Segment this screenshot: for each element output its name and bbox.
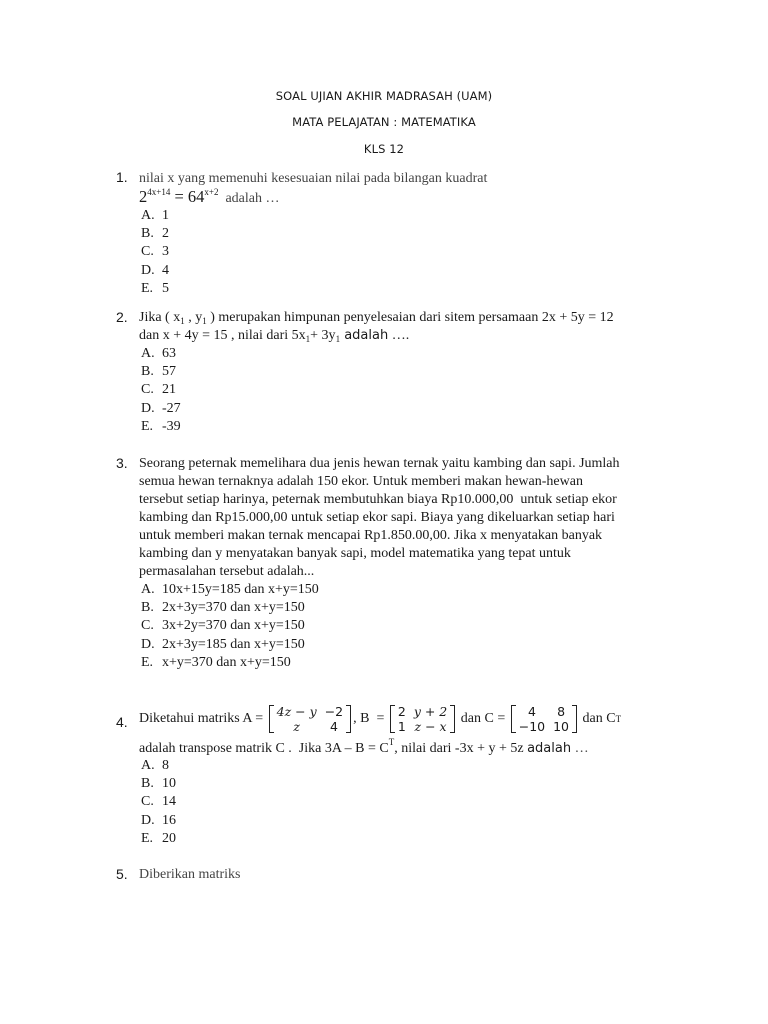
option: D. 16: [141, 812, 176, 828]
exam-title: SOAL UJIAN AKHIR MADRASAH (UAM): [275, 89, 493, 103]
question-2-text: Jika ( $x_1$ , $y_1$ ) merupakan himpunan penyelesaian dari sitem persamaan 2x + 5y = 12 dan x + 4y = 15 , nilai dari $5x_1+ 3y_1$ adalah ….: [139, 310, 614, 344]
option: D. -27: [141, 400, 181, 416]
question-1-text: [139, 170, 699, 188]
eq-exponent-2: x+2: [204, 187, 219, 197]
question-1-equation: [139, 188, 699, 208]
paragraph-line: tersebut setiap harinya, peternak membutuhkan biaya Rp10.000,00 untuk setiap ekor: [139, 492, 617, 507]
eq-tail: adalah …: [218, 191, 280, 206]
option: A. 10x+15y=185 dan x+y=150: [141, 582, 319, 597]
eq-middle: = 64: [170, 187, 205, 206]
question-4-intro: Diketahui matriks A =: [139, 711, 264, 726]
option: E. x+y=370 dan x+y=150: [141, 654, 291, 670]
question-3-options: [141, 581, 319, 672]
option: A. 8: [141, 758, 169, 773]
option: C. 3: [141, 244, 169, 260]
option: C. 21: [141, 382, 176, 398]
option: B. 2: [141, 226, 169, 242]
question-1-prompt: nilai x yang memenuhi kesesuaian nilai pada bilangan kuadrat: [139, 171, 488, 186]
question-2-number: 2.: [116, 309, 128, 325]
question-5-text: Diberikan matriks: [139, 867, 241, 882]
option: E. -39: [141, 418, 181, 434]
question-4-number: 4.: [116, 714, 128, 730]
matrix-c: 4 8 −10 10: [511, 704, 577, 734]
option: C. 3x+2y=370 dan x+y=150: [141, 618, 305, 634]
question-1-options: [141, 207, 169, 298]
option: B. 10: [141, 776, 176, 792]
option: C. 14: [141, 794, 176, 810]
option: D. 4: [141, 262, 169, 278]
question-4-tail: dan C: [579, 711, 616, 726]
eq-base: 2: [139, 187, 148, 206]
matrix-a: 4z − y −2 z 4: [269, 704, 351, 734]
paragraph-line: semua hewan ternaknya adalah 150 ekor. Untuk memberi makan hewan-hewan: [139, 474, 583, 489]
option: B. 57: [141, 364, 176, 380]
paragraph-line: kambing dan y menyatakan banyak sapi, model matematika yang tepat untuk: [139, 546, 571, 561]
option: A. 63: [141, 346, 176, 361]
paragraph-line: Seorang peternak memelihara dua jenis hewan ternak yaitu kambing dan sapi. Jumlah: [139, 456, 620, 471]
separator-c: dan C =: [457, 711, 506, 726]
paragraph-line: kambing dan Rp15.000,00 untuk setiap ekor sapi. Biaya yang dikeluarkan setiap hari: [139, 510, 615, 525]
question-4-text: adalah transpose matrik C . Jika $3A - B = C^T$, nilai dari -3x + y + 5z adalah …: [139, 737, 589, 756]
option: D. 2x+3y=185 dan x+y=150: [141, 636, 305, 652]
question-5-number: 5.: [116, 866, 128, 882]
paragraph-line: permasalahan tersebut adalah...: [139, 564, 315, 579]
question-4-matrices: [139, 704, 621, 734]
question-1-number: 1.: [116, 169, 128, 185]
option: E. 5: [141, 280, 169, 296]
separator-b: , B =: [353, 711, 385, 726]
subject-title: MATA PELAJATAN : MATEMATIKA: [292, 115, 476, 129]
option: E. 20: [141, 830, 176, 846]
paragraph-line: untuk memberi makan ternak mencapai Rp1.850.00,00. Jika x menyatakan banyak: [139, 528, 603, 543]
question-3-text: [139, 455, 709, 581]
option: B. 2x+3y=370 dan x+y=150: [141, 600, 305, 616]
question-3-number: 3.: [116, 455, 128, 471]
question-4-options: [141, 757, 176, 848]
transpose-sup: T: [615, 714, 622, 724]
matrix-b: 2 y + 2 1 z − x: [390, 704, 455, 734]
class-title: KLS 12: [363, 142, 405, 156]
question-2-options: [141, 345, 181, 436]
option: A. 1: [141, 208, 169, 223]
eq-exponent-1: 4x+14: [147, 187, 171, 197]
